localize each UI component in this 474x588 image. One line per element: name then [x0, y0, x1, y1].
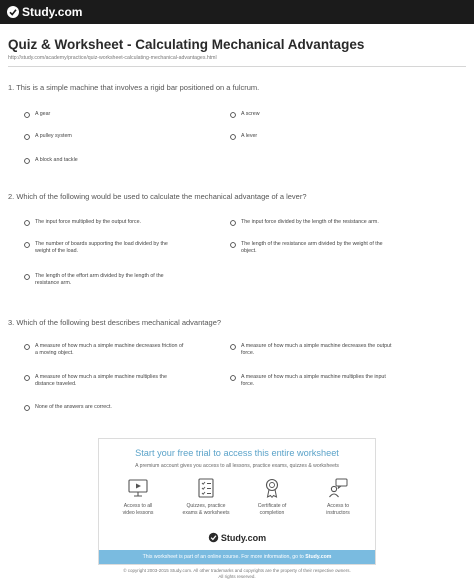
option-label: The input force multiplied by the output force. [35, 219, 141, 225]
question-1-option-d[interactable] [230, 133, 257, 140]
option-label: A screw [241, 111, 260, 117]
radio-icon[interactable] [24, 158, 30, 164]
question-2: 2. Which of the following would be used to calculate the mechanical advantage of a lever? [8, 192, 307, 201]
option-label: A lever [241, 133, 258, 139]
question-2-option-c[interactable] [24, 241, 168, 255]
feature-label: Access to instructors [326, 503, 350, 516]
copyright [0, 568, 474, 580]
question-3-option-a[interactable] [24, 343, 183, 357]
question-3-option-b[interactable] [230, 343, 391, 357]
promo-bar-link[interactable]: Study.com [305, 554, 332, 560]
radio-icon[interactable] [24, 405, 30, 411]
brand-name: Study.com [22, 5, 83, 19]
study-logo-icon [6, 5, 20, 19]
question-3-option-c[interactable] [24, 374, 167, 388]
promo-headline[interactable]: Start your free trial to access this entire worksheet [135, 448, 339, 458]
question-2-option-e[interactable] [24, 273, 164, 287]
top-bar [0, 0, 474, 24]
question-3-option-d[interactable] [230, 374, 386, 388]
instructor-icon [327, 477, 349, 499]
promo-logo[interactable] [99, 532, 375, 543]
promo-logo-text: Study.com [220, 532, 267, 543]
radio-icon[interactable] [24, 274, 30, 280]
feature-label: Quizzes, practice exams & worksheets [182, 503, 230, 516]
feature-quizzes [175, 477, 237, 517]
option-label: The length of the resistance arm divided by the weight of the object. [241, 241, 383, 254]
free-trial-promo[interactable] [98, 438, 376, 565]
radio-icon[interactable] [230, 375, 236, 381]
option-label: A measure of how much a simple machine multiplies the distance traveled. [35, 374, 167, 387]
divider [8, 66, 466, 67]
option-label: The input force divided by the length of the resistance arm. [241, 219, 379, 225]
radio-icon[interactable] [24, 375, 30, 381]
copyright-line-1: © copyright 2003-2015 Study.com. All other trademarks and copyrights are the property of their respective owners. [123, 568, 351, 573]
radio-icon[interactable] [24, 220, 30, 226]
feature-label: Access to all video lessons [122, 503, 154, 516]
radio-icon[interactable] [230, 220, 236, 226]
study-logo[interactable] [6, 3, 82, 21]
option-label: A block and tackle [35, 157, 78, 163]
radio-icon[interactable] [24, 344, 30, 350]
promo-bar [99, 550, 375, 564]
copyright-line-2: All rights reserved. [218, 574, 256, 579]
feature-certificate [241, 477, 303, 517]
feature-label: Certificate of completion [257, 503, 287, 516]
radio-icon[interactable] [230, 344, 236, 350]
study-logo-icon [208, 532, 219, 543]
feature-video-lessons [107, 477, 169, 517]
question-2-option-b[interactable] [230, 219, 379, 226]
certificate-icon [261, 477, 283, 499]
feature-instructors [307, 477, 369, 517]
radio-icon[interactable] [24, 134, 30, 140]
option-label: A measure of how much a simple machine decreases friction of a moving object. [35, 343, 184, 356]
promo-bar-text: This worksheet is part of an online course. For more information, go to [142, 554, 304, 560]
question-3-option-e[interactable] [24, 404, 112, 411]
question-1-option-e[interactable] [24, 157, 78, 164]
radio-icon[interactable] [230, 242, 236, 248]
page-url: http://study.com/academy/practice/quiz-worksheet-calculating-mechanical-advantages.html [8, 55, 217, 61]
radio-icon[interactable] [230, 112, 236, 118]
radio-icon[interactable] [24, 112, 30, 118]
option-label: The length of the effort arm divided by the length of the resistance arm. [35, 273, 164, 286]
option-label: A measure of how much a simple machine decreases the output force. [241, 343, 392, 356]
promo-subline: A premium account gives you access to all lessons, practice exams, quizzes & worksheets [135, 463, 339, 469]
option-label: A measure of how much a simple machine multiplies the input force. [241, 374, 386, 387]
question-3: 3. Which of the following best describes mechanical advantage? [8, 318, 222, 327]
radio-icon[interactable] [230, 134, 236, 140]
question-1: 1. This is a simple machine that involves a rigid bar positioned on a fulcrum. [8, 83, 260, 92]
question-1-option-a[interactable] [24, 111, 50, 118]
video-icon [127, 477, 149, 499]
option-label: A pulley system [35, 133, 72, 139]
option-label: A gear [35, 111, 51, 117]
page-title: Quiz & Worksheet - Calculating Mechanical Advantages [8, 37, 365, 52]
question-2-option-a[interactable] [24, 219, 141, 226]
question-2-option-d[interactable] [230, 241, 383, 255]
option-label: The number of boards supporting the load divided by the weight of the load. [35, 241, 168, 254]
question-1-option-b[interactable] [230, 111, 260, 118]
option-label: None of the answers are correct. [35, 404, 112, 410]
quiz-icon [195, 477, 217, 499]
radio-icon[interactable] [24, 242, 30, 248]
question-1-option-c[interactable] [24, 133, 72, 140]
